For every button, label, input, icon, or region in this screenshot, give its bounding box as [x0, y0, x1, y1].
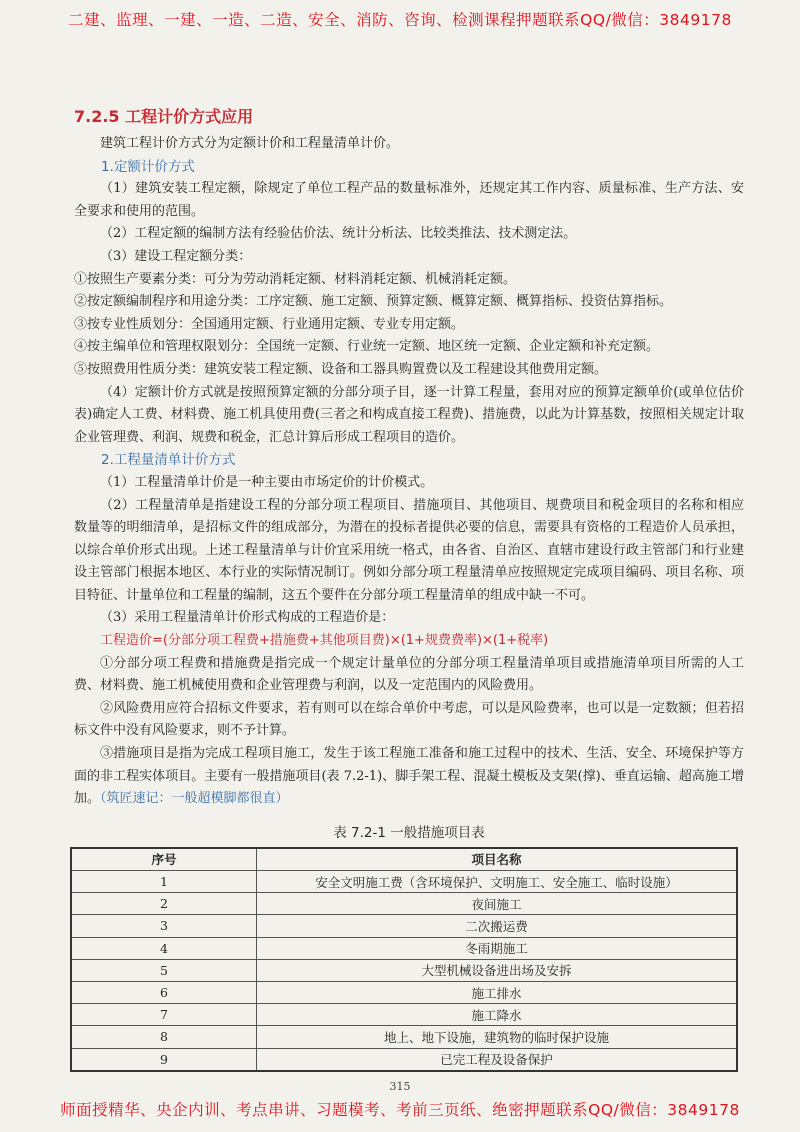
row-number: 2: [71, 893, 257, 915]
memory-tip: （筑匠速记：一般超模脚都很直）: [100, 791, 289, 807]
row-item-name: 夜间施工: [257, 893, 738, 915]
paragraph: （3）采用工程量清单计价形式构成的工程造价是：: [100, 610, 395, 626]
row-item-name: 大型机械设备进出场及安拆: [257, 959, 738, 981]
row-number: 3: [71, 915, 257, 937]
row-item-name: 冬雨期施工: [257, 937, 738, 959]
table-row: [71, 1048, 737, 1071]
list-item: ③按专业性质划分：全国通用定额、行业通用定额、专业专用定额。: [74, 316, 465, 332]
row-number: 5: [71, 959, 257, 981]
table-caption: 表 7.2-1 一般措施项目表: [333, 824, 485, 841]
subsection-title-quota: 1.定额计价方式: [101, 158, 195, 175]
row-number: 9: [71, 1048, 257, 1071]
table-header-row: [71, 848, 737, 871]
list-item: ④按主编单位和管理权限划分：全国统一定额、行业统一定额、地区统一定额、企业定额和补充定额。: [74, 339, 660, 355]
paragraph: （4）定额计价方式就是按照预算定额的分部分项子目，逐一计算工程量，套用对应的预算定额单价(或单位估价表)确定人工费、材料费、施工机具使用费(三者之和构成直接工程费)、措施费，以此为计算基数，按照相关规定计取企业管理费、利润、规费和税金，汇总计算后形成工程项目的造价。: [74, 384, 744, 445]
subsection-title-bill: 2.工程量清单计价方式: [101, 452, 236, 469]
paragraph: （2）工程定额的编制方法有经验估价法、统计分析法、比较类推法、技术测定法。: [100, 226, 577, 242]
bottom-banner: 师面授精华、央企内训、考点串讲、习题模考、考前三页纸、绝密押题联系QQ/微信：3849178: [60, 1101, 740, 1119]
table-row: [71, 959, 737, 981]
table-row: [71, 937, 737, 959]
row-number: 8: [71, 1026, 257, 1048]
table-row: [71, 981, 737, 1003]
header-cell-name: 项目名称: [257, 848, 738, 871]
list-item: ①分部分项工程费和措施费是指完成一个规定计量单位的分部分项工程量清单项目或措施清单项目所需的人工费、材料费、施工机械使用费和企业管理费与利润，以及一定范围内的风险费用。: [74, 655, 744, 694]
row-item-name: 已完工程及设备保护: [257, 1048, 738, 1071]
paragraph: （3）建设工程定额分类：: [100, 248, 252, 264]
list-item: ⑤按照费用性质分类：建筑安装工程定额、设备和工器具购置费以及工程建设其他费用定额。: [74, 361, 608, 377]
row-item-name: 施工降水: [257, 1004, 738, 1026]
intro-paragraph: 建筑工程计价方式分为定额计价和工程量清单计价。: [100, 136, 400, 151]
paragraph: （1）建筑安装工程定额，除规定了单位工程产品的数量标准外，还规定其工作内容、质量标准、生产方法、安全要求和使用的范围。: [74, 181, 744, 219]
paragraph: （1）工程量清单计价是一种主要由市场定价的计价模式。: [100, 474, 434, 490]
row-number: 1: [71, 871, 257, 893]
list-item: ①按照生产要素分类：可分为劳动消耗定额、材料消耗定额、机械消耗定额。: [74, 271, 517, 287]
page-number: 315: [389, 1080, 411, 1093]
row-item-name: 地上、地下设施，建筑物的临时保护设施: [257, 1026, 738, 1048]
table-row: [71, 893, 737, 915]
list-item: ②按定额编制程序和用途分类：工序定额、施工定额、预算定额、概算定额、概算指标、投资估算指标。: [74, 294, 673, 310]
list-item-text: ③措施项目是指为完成工程项目施工，发生于该工程施工准备和施工过程中的技术、生活、安全、环境保护等方面的非工程实体项目。主要有一般措施项目(表 7.2-1)、脚手架工程、混凝土模板及支架(撑)、垂直运输、超高施工增加。: [74, 746, 744, 807]
list-item: [74, 743, 744, 811]
row-number: 4: [71, 937, 257, 959]
cost-formula: 工程造价=(分部分项工程费+措施费+其他项目费)×(1+规费费率)×(1+税率): [100, 633, 549, 649]
table-row: [71, 1004, 737, 1026]
row-number: 7: [71, 1004, 257, 1026]
paragraph: （2）工程量清单是指建设工程的分部分项工程项目、措施项目、其他项目、规费项目和税金项目的名称和相应数量等的明细清单，是招标文件的组成部分，为潜在的投标者提供必要的信息，需要具有资格的工程造价人员承担，以综合单价形式出现。上述工程量清单与计价宜采用统一格式，由各省、自治区、直辖市建设行政主管部门和行业建设主管部门根据本地区、本行业的实际情况制订。例如分部分项工程量清单应按照规定完成项目编码、项目名称、项目特征、计量单位和工程量的编制，这五个要件在分部分项工程量清单的组成中缺一不可。: [74, 497, 744, 603]
row-item-name: 安全文明施工费（含环境保护、文明施工、安全施工、临时设施）: [257, 871, 738, 893]
header-cell-number: 序号: [71, 848, 257, 871]
table-row: [71, 915, 737, 937]
table-row: [71, 871, 737, 893]
top-banner: 二建、监理、一建、一造、二造、安全、消防、咨询、检测课程押题联系QQ/微信：3849178: [68, 11, 732, 29]
table-row: [71, 1026, 737, 1048]
row-item-name: 施工排水: [257, 981, 738, 1003]
list-item: ②风险费用应符合招标文件要求，若有则可以在综合单价中考虑，可以是风险费率，也可以是一定数额；但若招标文件中没有风险要求，则不予计算。: [74, 700, 744, 739]
section-title: 7.2.5 工程计价方式应用: [74, 107, 254, 126]
page-content: [74, 104, 744, 1072]
row-item-name: 二次搬运费: [257, 915, 738, 937]
row-number: 6: [71, 981, 257, 1003]
measures-table: [70, 847, 738, 1072]
